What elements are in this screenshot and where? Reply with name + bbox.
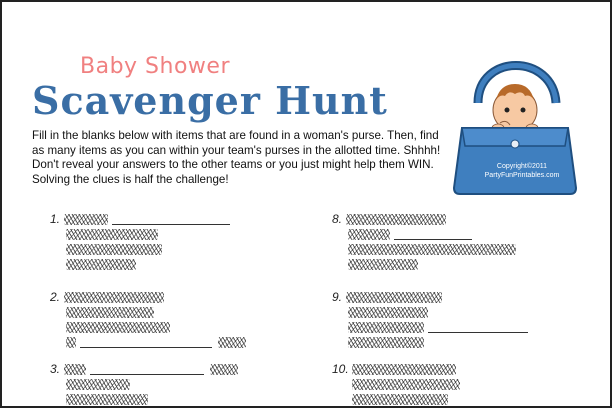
clue-number: 8.: [332, 212, 343, 226]
copyright-line-2: PartyFunPrintables.com: [484, 172, 560, 179]
clue-number: 3.: [50, 362, 61, 376]
clue-number: 9.: [332, 290, 343, 304]
page-title: Scavenger Hunt: [32, 78, 388, 123]
instructions-paragraph: Fill in the blanks below with items that are found in a woman's purse. Then, find as many items as you can within your team's purses in the allotted time. Shhhh! Don't reveal your answers to the other teams or you just might help them WIN. Solving the clues is half the challenge!: [32, 129, 441, 186]
copyright-text: [477, 162, 567, 180]
page-subtitle: Baby Shower: [80, 54, 230, 79]
clue-item: [50, 212, 310, 272]
clue-number: 10.: [332, 362, 349, 376]
clue-item: [332, 362, 602, 408]
clue-item: [50, 362, 310, 408]
clue-number: 1.: [50, 212, 61, 226]
clue-item: [332, 290, 602, 350]
clue-number: 2.: [50, 290, 61, 304]
clue-item: [50, 290, 310, 350]
clue-item: [332, 212, 602, 272]
copyright-line-1: Copyright©2011: [496, 163, 548, 170]
